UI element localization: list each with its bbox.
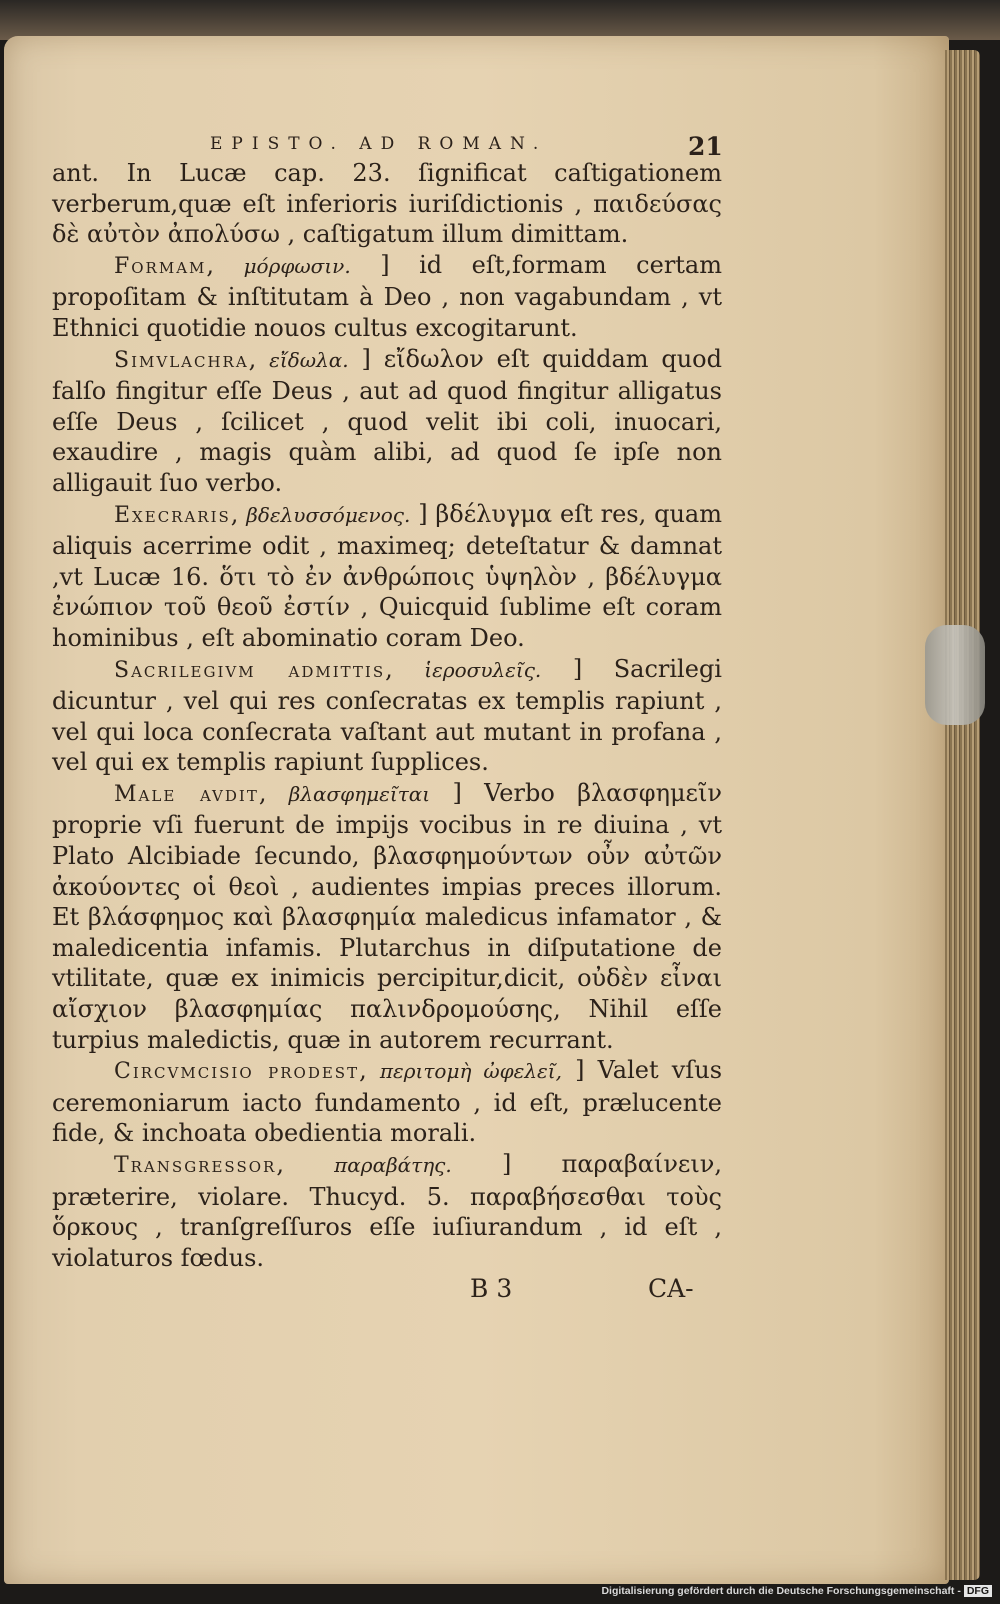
paragraph-4: Sacrilegivm admittis, ἱεροσυλεῖς. ] Sacrilegi dicuntur , vel qui res conſecratas ex templis rapiunt , vel qui loca conſecrata vaſtant aut mutant in profana , vel qui ex templis rapiunt ſupplices. bbox=[52, 654, 722, 777]
book-binding-top bbox=[0, 0, 1000, 40]
dfg-logo: DFG bbox=[964, 1585, 992, 1597]
paragraph-text: ] Verbo βλασφημεῖν proprie vſi fuerunt de impijs vocibus in re diuina , vt Plato Alcibiade ſecundo, βλασφημούντων οὖν αὐτῶν ἀκούοντες οἱ θεοὶ , audientes impias preces illorum. Et βλάσφημος καὶ βλασφημία maledicus infamator , & maledicentia infamis. Plutarchus in diſputatione de vtilitate, quæ ex inimicis percipitur,dicit, οὐδὲν εἶναι αἴσχιον βλασφημίας παλινδρομούσης, Nihil eſſe turpius maledictis, quæ in autorem recurrant. bbox=[52, 778, 722, 1054]
paragraph-5: Male avdit, βλασφημεῖται ] Verbo βλασφημεῖν proprie vſi fuerunt de impijs vocibus in re diuina , vt Plato Alcibiade ſecundo, βλασφημούντων οὖν αὐτῶν ἀκούοντες οἱ θεοὶ , audientes impias preces illorum. Et βλάσφημος καὶ βλασφημία maledicus infamator , & maledicentia infamis. Plutarchus in diſputatione de vtilitate, quæ ex inimicis percipitur,dicit, οὐδὲν εἶναι αἴσχιον βλασφημίας παλινδρομούσης, Nihil eſſe turpius maledictis, quæ in autorem recurrant. bbox=[52, 778, 722, 1054]
paragraph-6: Circvmcisio prodest, περιτομὴ ὠφελεῖ, ] Valet vſus ceremoniarum iacto fundamento , id eſt, prælucente fide, & inchoata obedientia morali. bbox=[52, 1056, 723, 1148]
page-fore-edge bbox=[945, 50, 980, 1580]
paragraph-text: ] Sacrilegi dicuntur , vel qui res conſecratas ex templis rapiunt , vel qui loca conſecrata vaſtant aut mutant in profana , vel qui ex templis rapiunt ſupplices. bbox=[52, 654, 722, 777]
greek-term: βδελυσσόμενος. bbox=[246, 502, 411, 527]
running-head: EPISTO. AD ROMAN. bbox=[210, 134, 548, 154]
greek-term: περιτομὴ ὠφελεῖ, bbox=[379, 1059, 562, 1084]
greek-term: εἴδωλα. bbox=[269, 347, 349, 372]
page-clip bbox=[925, 625, 985, 725]
paragraph-7: Transgressor, παραβάτης. ] παραβαίνειν, præterire, violare. Thucyd. 5. παραβήσεσθαι τοὺς ὅρκους , tranſgreſſuros eſſe iuſiurandum , id eſt , violaturos fœdus. bbox=[52, 1150, 722, 1272]
lemma: Execraris bbox=[114, 502, 231, 528]
digitization-credit bbox=[601, 1585, 992, 1597]
paragraph-text: ] εἴδωλον eſt quiddam quod falſo fingitur eſſe Deus , aut ad quod fingitur alligatus eſſe Deus , ſcilicet , quod velit ibi coli, inuocari, exaudire , magis quàm alibi, ad quod ſe ipſe non alligauit ſuo verbo. bbox=[52, 344, 722, 497]
greek-term: παραβάτης. bbox=[334, 1153, 452, 1177]
paragraph-text: ] id eſt,formam certam propoſitam & inſtitutam à Deo , non vagabundam , vt Ethnici quotidie nouos cultus excogitarunt. bbox=[52, 250, 722, 342]
lemma: Male avdit bbox=[114, 781, 259, 807]
page-body bbox=[52, 158, 722, 1273]
paragraph-text: ] βδέλυγμα eſt res, quam aliquis acerrime odit , maximeq; deteſtatur & damnat ,vt Lucæ 16. ὅτι τὸ ἐν ἀνθρώποις ὑψηλὸν , βδέλυγμα ἐνώπιον τοῦ θεοῦ ἐστίν , Quicquid ſublime eſt coram hominibus , eſt abominatio coram Deo. bbox=[52, 499, 722, 652]
paragraph-text: ant. In Lucæ cap. 23. ſignificat caſtigationem verberum,quæ eſt inferioris iuriſdictionis , παιδεύσας δὲ αὐτὸν ἀπολύσω , caſtigatum illum dimittam. bbox=[52, 159, 722, 249]
paragraph-text: ] παραβαίνειν, præterire, violare. Thucyd. 5. παραβήσεσθαι τοὺς ὅρκους , tranſgreſſuros eſſe iuſiurandum , id eſt , violaturos fœdus. bbox=[52, 1150, 722, 1272]
lemma: Circvmcisio prodest bbox=[114, 1059, 360, 1085]
signature-mark: B 3 bbox=[470, 1274, 513, 1303]
paragraph-0 bbox=[52, 158, 722, 250]
greek-term: βλασφημεῖται bbox=[288, 781, 431, 806]
lemma: Sacrilegivm admittis bbox=[114, 657, 386, 683]
page-number: 21 bbox=[688, 132, 723, 161]
paragraph-2: Simvlachra, εἴδωλα. ] εἴδωλον eſt quiddam quod falſo fingitur eſſe Deus , aut ad quod fingitur alligatus eſſe Deus , ſcilicet , quod velit ibi coli, inuocari, exaudire , magis quàm alibi, ad quod ſe ipſe non alligauit ſuo verbo. bbox=[52, 344, 722, 497]
greek-term: ἱεροσυλεῖς. bbox=[424, 657, 542, 682]
paragraph-1: Formam, μόρφωσιν. ] id eſt,formam certam propoſitam & inſtitutam à Deo , non vagabundam , vt Ethnici quotidie nouos cultus excogitarunt. bbox=[52, 250, 722, 342]
paragraph-text: ] Valet vſus ceremoniarum iacto fundamento , id eſt, prælucente fide, & inchoata obedientia morali. bbox=[52, 1056, 723, 1148]
paragraph-3: Execraris, βδελυσσόμενος. ] βδέλυγμα eſt res, quam aliquis acerrime odit , maximeq; deteſtatur & damnat ,vt Lucæ 16. ὅτι τὸ ἐν ἀνθρώποις ὑψηλὸν , βδέλυγμα ἐνώπιον τοῦ θεοῦ ἐστίν , Quicquid ſublime eſt coram hominibus , eſt abominatio coram Deo. bbox=[52, 499, 722, 652]
credit-text: Digitalisierung gefördert durch die Deutsche Forschungsgemeinschaft - bbox=[601, 1585, 961, 1597]
lemma: Simvlachra bbox=[114, 347, 249, 373]
catchword: CA- bbox=[648, 1274, 694, 1303]
lemma: Transgressor bbox=[114, 1153, 277, 1178]
lemma: Formam bbox=[114, 253, 207, 279]
greek-term: μόρφωσιν. bbox=[243, 253, 351, 278]
